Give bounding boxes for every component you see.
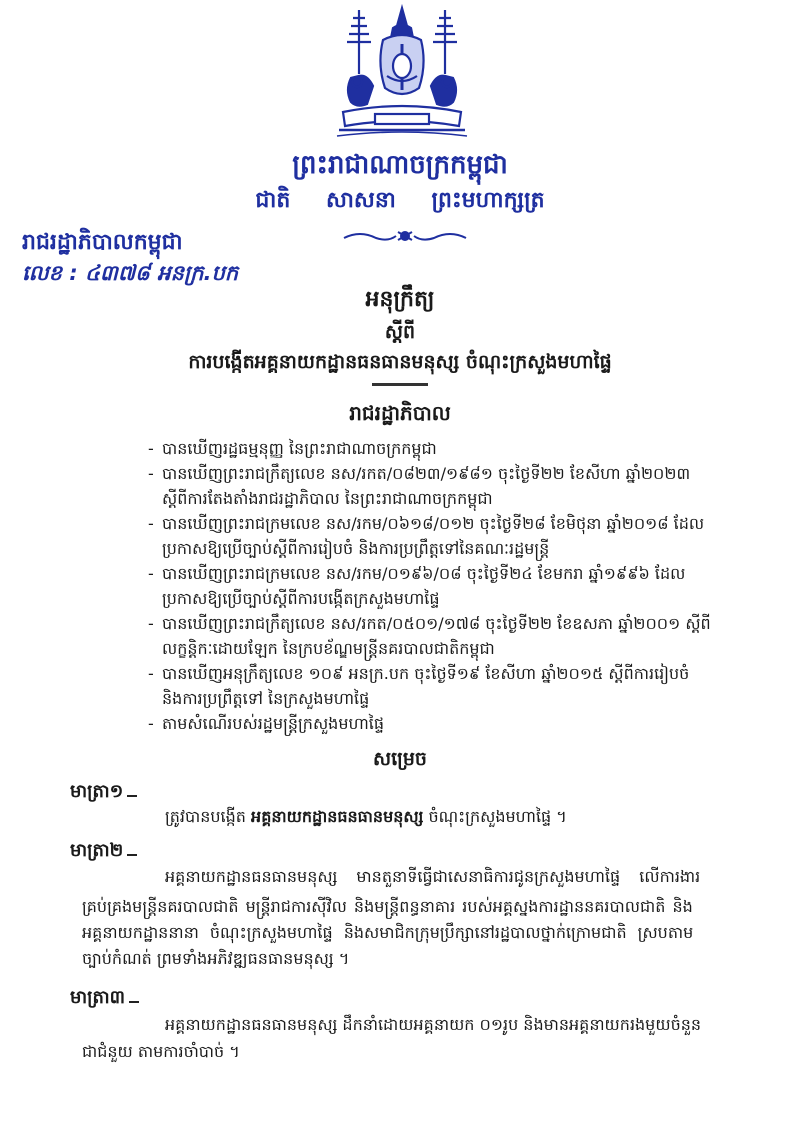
article-underline [129, 1001, 139, 1003]
article-2-line: ច្បាប់កំណត់ ព្រមទាំងអភិវឌ្ឍធនធានមនុស្ស ។ [82, 949, 350, 968]
consideration-item [148, 711, 768, 736]
decision-heading: សម្រេច [373, 748, 427, 770]
article-1-lead: ត្រូវបានបង្កើត [165, 807, 252, 826]
article-underline [127, 795, 137, 797]
consideration-line: និងការប្រព្រឹត្តទៅ នៃក្រសួងមហាផ្ទៃ [162, 689, 370, 708]
article-2-label: មាត្រា២ [70, 840, 124, 861]
consideration-line: - បានឃើញព្រះរាជក្រឹត្យលេខ នស/រកត/០៥០១/១៧៨ ចុះថ្ងៃទី២២ ខែឧសភា ឆ្នាំ២០០១ ស្តីពី [162, 614, 711, 633]
article-1-bold: អគ្គនាយកដ្ឋានធនធានមនុស្ស [251, 807, 424, 826]
consideration-line: លក្ខន្តិកៈដោយឡែក នៃក្របខ័ណ្ឌមន្ត្រីនគរបាលជាតិកម្ពុជា [162, 639, 495, 658]
kingdom-title: ព្រះរាជាណាចក្រកម្ពុជា [292, 150, 508, 180]
motto-king: ព្រះមហាក្សត្រ [431, 188, 545, 213]
consideration-item [148, 561, 768, 611]
consideration-item [148, 661, 768, 711]
royal-arms-emblem-icon [327, 4, 477, 144]
consideration-line: ស្តីពីការតែងតាំងរាជរដ្ឋាភិបាល នៃព្រះរាជាណាចក្រកម្ពុជា [162, 489, 493, 508]
motto-religion: សាសនា [325, 188, 396, 213]
title-divider [372, 383, 428, 386]
article-2-heading [70, 838, 137, 865]
consideration-line: - បានឃើញរដ្ឋធម្មនុញ្ញ នៃព្រះរាជាណាចក្រកម្ពុជា [162, 439, 437, 458]
ornament-divider-icon [340, 226, 470, 246]
article-3-line: ជាជំនួយ តាមការចាំបាច់ ។ [82, 1042, 240, 1061]
consideration-line: ប្រកាសឱ្យប្រើច្បាប់ស្តីពីការរៀបចំ និងការប្រព្រឹត្តទៅនៃគណៈរដ្ឋមន្ត្រី [162, 539, 550, 558]
consideration-item [148, 611, 768, 661]
document-about: ស្តីពី [384, 321, 416, 343]
consideration-line: - បានឃើញព្រះរាជក្រមលេខ នស/រកម/០៦១៨/០១២ ចុះថ្ងៃទី២៨ ខែមិថុនា ឆ្នាំ២០១៨ ដែល [162, 514, 705, 533]
number-value: ៤៣៧៨ អនក្រ.បក [85, 261, 239, 285]
motto-nation: ជាតិ [255, 188, 291, 213]
article-2-line: គ្រប់គ្រងមន្ត្រីនគរបាលជាតិ មន្ត្រីរាជការស៊ីវិល និងមន្ត្រីពន្ធនាគារ របស់អគ្គស្នងការដ្ឋាននគរបាលជាតិ និង [82, 897, 693, 916]
consideration-item [148, 461, 768, 511]
article-2-line: អគ្គនាយកដ្ឋានធនធានមនុស្ស មានតួនាទីធ្វើជាសេនាធិការជូនក្រសួងមហាផ្ទៃ លើការងារ [165, 867, 701, 886]
article-3-label: មាត្រា៣ [70, 987, 126, 1008]
consideration-item [148, 511, 768, 561]
article-3-heading [70, 985, 139, 1012]
government-name: រាជរដ្ឋាភិបាលកម្ពុជា [22, 230, 183, 255]
consideration-line: ប្រកាសឱ្យប្រើច្បាប់ស្តីពីការបង្កើតក្រសួងមហាផ្ទៃ [162, 589, 440, 608]
number-label: លេខ : [22, 261, 78, 285]
article-3-line: អគ្គនាយកដ្ឋានធនធានមនុស្ស ដឹកនាំដោយអគ្គនាយក ០១រូប និងមានអគ្គនាយករងមួយចំនួន [165, 1015, 702, 1034]
considerations-list [148, 436, 768, 736]
national-motto [0, 186, 800, 218]
issuing-body: រាជរដ្ឋាភិបាល [349, 401, 451, 425]
article-underline [127, 854, 137, 856]
article-1-heading [70, 779, 137, 806]
document-subject: ការបង្កើតអគ្គនាយកដ្ឋានធនធានមនុស្ស ចំណុះក្រសួងមហាផ្ទៃ [188, 351, 612, 373]
document-type: អនុក្រឹត្យ [365, 287, 435, 312]
article-1-text [165, 806, 567, 830]
consideration-line: - បានឃើញព្រះរាជក្រមលេខ នស/រកម/០១៩៦/០៨ ចុះថ្ងៃទី២៤ ខែមករា ឆ្នាំ១៩៩៦ ដែល [162, 564, 686, 583]
article-1-tail: ចំណុះក្រសួងមហាផ្ទៃ ។ [423, 807, 567, 826]
consideration-item [148, 436, 768, 461]
consideration-line: - បានឃើញអនុក្រឹត្យលេខ ១០៩ អនក្រ.បក ចុះថ្ងៃទី១៩ ខែសីហា ឆ្នាំ២០១៥ ស្តីពីការរៀបចំ [162, 664, 690, 683]
consideration-line: - បានឃើញព្រះរាជក្រឹត្យលេខ នស/រកត/០៨២៣/១៩៨១ ចុះថ្ងៃទី២២ ខែសីហា ឆ្នាំ២០២៣ [162, 464, 691, 483]
article-1-label: មាត្រា១ [70, 781, 124, 802]
consideration-line: - តាមសំណើរបស់រដ្ឋមន្ត្រីក្រសួងមហាផ្ទៃ [162, 714, 385, 733]
article-2-line: អគ្គនាយកដ្ឋាននានា ចំណុះក្រសួងមហាផ្ទៃ និងសមាជិកក្រុមប្រឹក្សានៅរដ្ឋបាលថ្នាក់ក្រោមជាតិ ស្របតាម [82, 923, 694, 942]
